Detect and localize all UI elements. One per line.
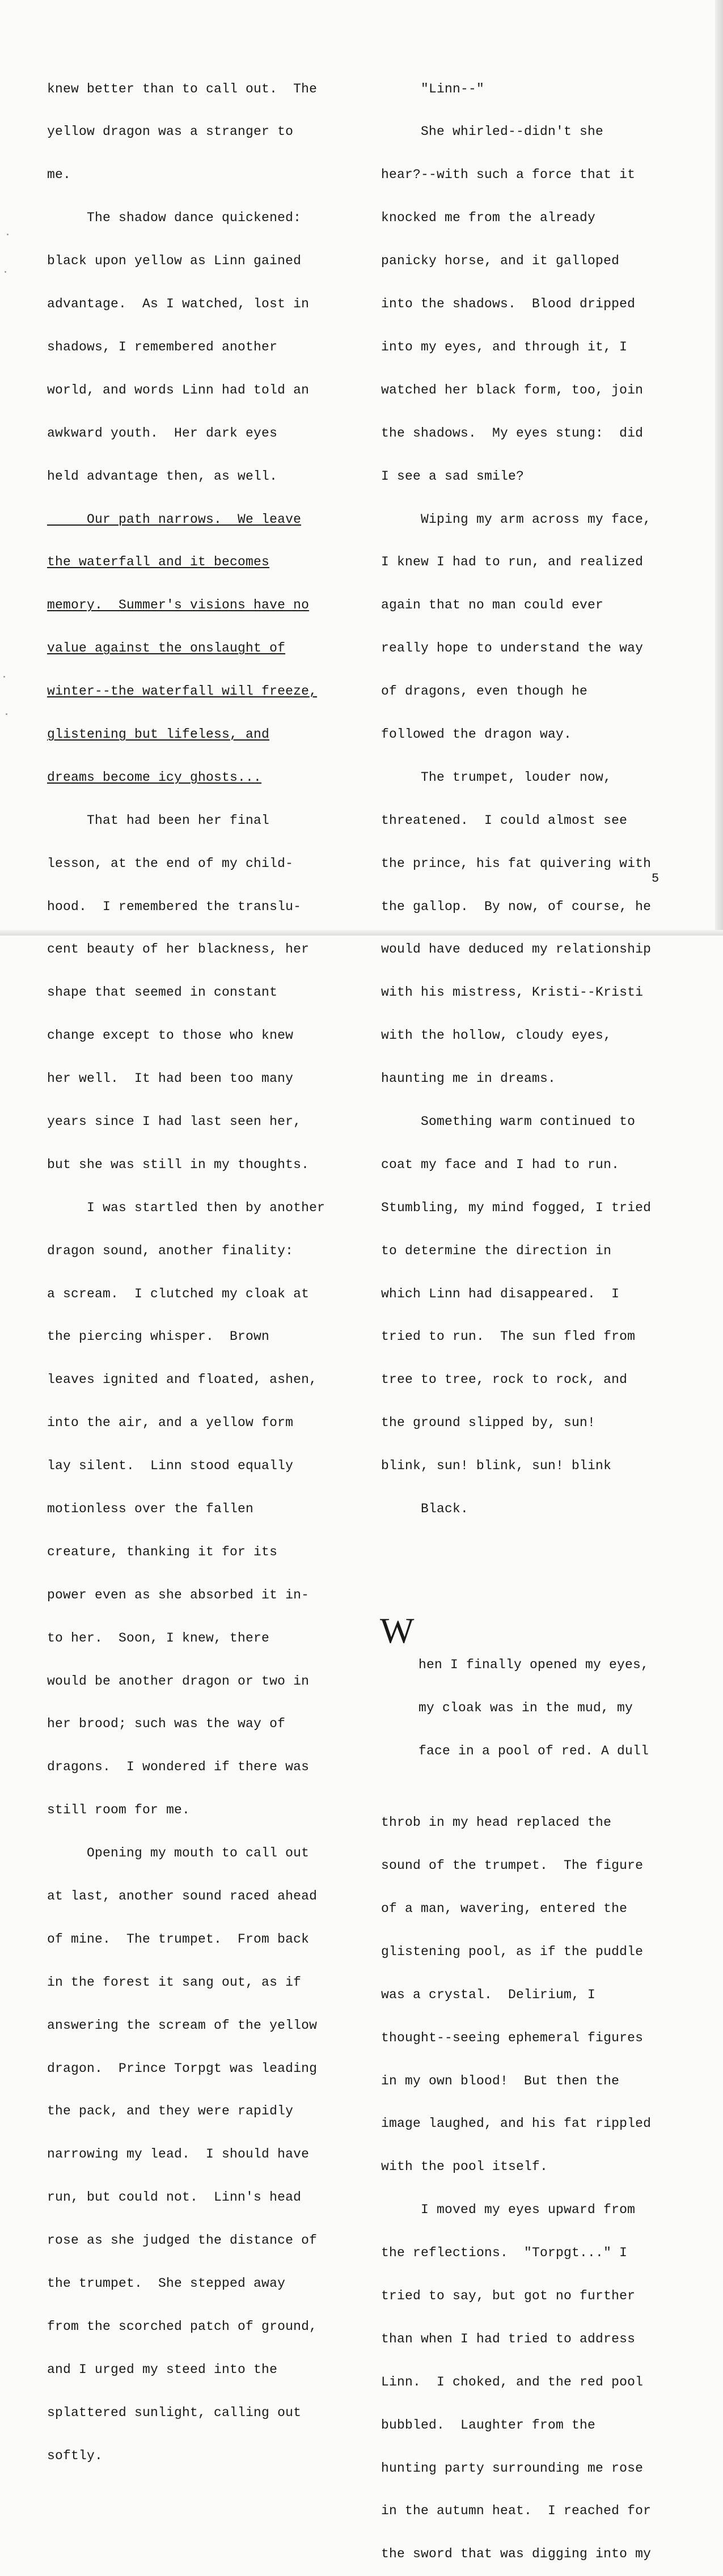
underlined-quote-line (47, 771, 325, 785)
text-line: lesson, at the end of my child- (47, 856, 294, 871)
text-line: years since I had last seen her, (47, 1114, 302, 1129)
text-line: answering the scream of the yellow (47, 2017, 318, 2033)
text-line: hen I finally opened my eyes, (418, 1657, 649, 1672)
text-line: cent beauty of her blackness, her (47, 942, 310, 957)
text-line: with the pool itself. (381, 2159, 548, 2175)
text-line: at last, another sound raced ahead (47, 1889, 318, 1904)
text-line: and I urged my steed into the (47, 2362, 278, 2377)
text-line: the reflections. "Torpgt..." I (381, 2245, 628, 2261)
underlined-quote-line (47, 641, 325, 655)
text-line: the gallop. By now, of course, he (381, 899, 652, 914)
text-line: my cloak was in the mud, my (418, 1700, 633, 1715)
text-line: into the shadows. Blood dripped (381, 297, 636, 312)
text-line: thought--seeing ephemeral figures (381, 2030, 644, 2045)
text-line: Stumbling, my mind fogged, I tried (381, 1200, 652, 1215)
text-line: in the autumn heat. I reached for (381, 2503, 652, 2519)
text-line: the trumpet. She stepped away (47, 2276, 286, 2291)
text-line: hunting party surrounding me rose (381, 2460, 644, 2476)
text-line: power even as she absorbed it in- (47, 1587, 310, 1602)
text-line: the sword that was digging into my (381, 2547, 652, 2562)
underlined-quote-text: memory. Summer's visions have no (47, 598, 310, 613)
underlined-quote-text: winter--the waterfall will freeze, (47, 684, 318, 699)
text-line: the ground slipped by, sun! (381, 1415, 596, 1431)
text-line: was a crystal. Delirium, I (381, 1987, 596, 2002)
text-line: hood. I remembered the translu- (47, 899, 302, 914)
page-number: 5 (652, 872, 659, 886)
text-line: awkward youth. Her dark eyes (47, 425, 278, 441)
text-line: Something warm continued to (381, 1114, 636, 1129)
underlined-quote-text: Our path narrows. We leave (47, 511, 302, 527)
text-line: but she was still in my thoughts. (47, 1157, 310, 1172)
text-line: motionless over the fallen (47, 1501, 254, 1516)
text-line: into the air, and a yellow form (47, 1415, 294, 1431)
text-line: of dragons, even though he (381, 684, 588, 699)
text-line: change except to those who knew (47, 1028, 294, 1043)
text-line: still room for me. (47, 1803, 191, 1818)
text-line: softly. (47, 2448, 103, 2463)
text-line: tried to run. The sun fled from (381, 1329, 636, 1344)
text-line: rose as she judged the distance of (47, 2233, 318, 2248)
text-line: sound of the trumpet. The figure (381, 1858, 644, 1873)
section-break (381, 1559, 651, 1572)
text-line: the prince, his fat quivering with (381, 856, 652, 871)
text-line: panicky horse, and it galloped (381, 253, 620, 269)
text-line: knocked me from the already (381, 210, 596, 226)
text-line: me. (47, 167, 71, 183)
text-line: hear?--with such a force that it (381, 167, 636, 183)
text-line: world, and words Linn had told an (47, 382, 310, 397)
drop-cap-letter: W (380, 1610, 415, 1651)
margin-speck (6, 713, 7, 715)
text-line: tried to say, but got no further (381, 2289, 636, 2304)
text-line: with the hollow, cloudy eyes, (381, 1028, 612, 1043)
underlined-quote-text: value against the onslaught of (47, 641, 286, 656)
text-line: tree to tree, rock to rock, and (381, 1372, 628, 1388)
text-line: the pack, and they were rapidly (47, 2104, 294, 2119)
text-line: would have deduced my relationship (381, 942, 652, 957)
text-line: followed the dragon way. (381, 726, 572, 742)
text-line: The trumpet, louder now, (381, 769, 612, 785)
right-text-column (381, 53, 651, 2576)
text-line: splattered sunlight, calling out (47, 2405, 302, 2420)
text-line: held advantage then, as well. (47, 468, 278, 484)
drop-cap-paragraph (380, 1610, 651, 1787)
text-line: lay silent. Linn stood equally (47, 1458, 294, 1474)
text-line: dragon. Prince Torpgt was leading (47, 2061, 318, 2076)
text-line: She whirled--didn't she (381, 124, 604, 139)
text-line: throb in my head replaced the (381, 1815, 612, 1830)
left-text-column (47, 53, 325, 2477)
underlined-quote-line (47, 727, 325, 742)
underlined-quote-line (47, 684, 325, 699)
text-line: "Linn--" (381, 81, 485, 96)
text-line: bubbled. Laughter from the (381, 2417, 596, 2433)
text-line: dragon sound, another finality: (47, 1243, 294, 1258)
text-line: narrowing my lead. I should have (47, 2147, 310, 2162)
underlined-quote-line (47, 513, 325, 527)
text-line: into my eyes, and through it, I (381, 339, 628, 354)
text-line: knew better than to call out. The (47, 81, 318, 96)
text-line: in the forest it sang out, as if (47, 1974, 302, 1990)
text-line: Wiping my arm across my face, (381, 511, 652, 527)
text-line: watched her black form, too, join (381, 382, 644, 397)
text-line: image laughed, and his fat rippled (381, 2116, 652, 2131)
text-line: I moved my eyes upward from (381, 2202, 636, 2218)
text-line: her brood; such was the way of (47, 1716, 286, 1732)
text-line: run, but could not. Linn's head (47, 2190, 302, 2205)
text-line: yellow dragon was a stranger to (47, 124, 294, 139)
text-line: I see a sad smile? (381, 468, 525, 484)
text-line: her well. It had been too many (47, 1071, 294, 1086)
text-line: haunting me in dreams. (381, 1071, 556, 1086)
text-line: coat my face and I had to run. (381, 1157, 620, 1172)
text-line: really hope to understand the way (381, 641, 644, 656)
text-line: advantage. As I watched, lost in (47, 297, 310, 312)
text-line: glistening pool, as if the puddle (381, 1944, 644, 1959)
text-line: I was startled then by another (47, 1200, 325, 1215)
underlined-quote-line (47, 555, 325, 569)
page-edge-shadow (715, 0, 723, 936)
margin-speck (3, 676, 5, 678)
text-line: That had been her final (47, 813, 270, 828)
text-line: of a man, wavering, entered the (381, 1901, 628, 1916)
margin-speck (5, 271, 6, 273)
text-line: black upon yellow as Linn gained (47, 253, 302, 269)
text-line: Linn. I choked, and the red pool (381, 2374, 644, 2389)
text-line: of mine. The trumpet. From back (47, 1931, 310, 1947)
text-line: leaves ignited and floated, ashen, (47, 1372, 318, 1388)
text-line: to her. Soon, I knew, there (47, 1630, 270, 1646)
text-line: shadows, I remembered another (47, 339, 278, 354)
text-line: threatened. I could almost see (381, 813, 628, 828)
text-line: shape that seemed in constant (47, 985, 278, 1000)
text-line: dragons. I wondered if there was (47, 1759, 310, 1775)
text-line: to determine the direction in (381, 1243, 612, 1258)
text-line: creature, thanking it for its (47, 1544, 278, 1559)
text-line: from the scorched patch of ground, (47, 2319, 318, 2334)
text-line: in my own blood! But then the (381, 2073, 620, 2088)
text-line: with his mistress, Kristi--Kristi (381, 985, 644, 1000)
text-line: which Linn had disappeared. I (381, 1286, 620, 1301)
text-line: than when I had tried to address (381, 2331, 636, 2346)
text-line: the piercing whisper. Brown (47, 1329, 270, 1344)
text-line: blink, sun! blink, sun! blink (381, 1458, 612, 1474)
underlined-quote-text: dreams become icy ghosts... (47, 769, 262, 785)
text-line: a scream. I clutched my cloak at (47, 1286, 310, 1301)
text-line: the shadows. My eyes stung: did (381, 425, 644, 441)
text-line: I knew I had to run, and realized (381, 555, 644, 570)
margin-speck (7, 234, 9, 235)
underlined-quote-text: glistening but lifeless, and (47, 726, 270, 742)
text-line: face in a pool of red. A dull (418, 1743, 649, 1758)
text-line: again that no man could ever (381, 598, 604, 613)
underlined-quote-line (47, 598, 325, 612)
text-line: Black. (381, 1501, 469, 1516)
text-line: The shadow dance quickened: (47, 210, 302, 226)
underlined-quote-text: the waterfall and it becomes (47, 555, 270, 570)
text-line: Opening my mouth to call out (47, 1846, 310, 1861)
text-line: would be another dragon or two in (47, 1673, 310, 1689)
